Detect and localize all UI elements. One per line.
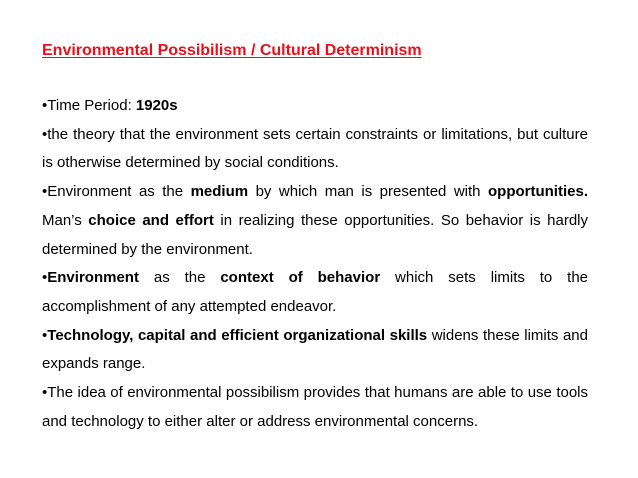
bullet-text-bold: context of behavior xyxy=(220,269,381,287)
bullet-text: The idea of environmental possibilism provides that humans are able to use tools and technology to either alter or address environmental concerns. xyxy=(42,384,588,430)
bullet-item-theory xyxy=(42,121,588,178)
bullet-text-bold: opportunities. xyxy=(488,183,588,201)
bullet-text: by which man is presented with xyxy=(248,183,488,201)
bullet-marker: • xyxy=(42,97,48,114)
bullet-text-bold: medium xyxy=(190,183,249,201)
bullet-item-technology xyxy=(42,322,588,379)
bullet-text: as the xyxy=(138,269,221,287)
bullet-marker: • xyxy=(42,326,48,344)
bullet-text: Man’s xyxy=(42,211,89,229)
bullet-list xyxy=(42,92,588,436)
bullet-text: the theory that the environment sets certain constraints or limitations, but culture is otherwise determined by social conditions. xyxy=(42,125,588,172)
bullet-text: in realizing these opportunities. So behavior is hardly determined by the environment. xyxy=(42,211,588,258)
bullet-marker: • xyxy=(42,125,48,143)
bullet-text-bold: 1920s xyxy=(135,97,178,114)
bullet-marker: • xyxy=(42,183,48,201)
bullet-item-time-period xyxy=(42,92,588,121)
bullet-marker: • xyxy=(42,269,48,287)
bullet-item-environment-context xyxy=(42,264,588,321)
slide-title: Environmental Possibilism / Cultural Determinism xyxy=(42,42,422,59)
bullet-item-possibilism-idea xyxy=(42,379,588,436)
bullet-text: which sets limits to the accomplishment of any attempted endeavor. xyxy=(42,269,589,315)
bullet-text-bold: Technology, capital and efficient organizational skills xyxy=(47,326,428,344)
bullet-item-environment-medium xyxy=(42,178,588,264)
bullet-text: Time Period: xyxy=(47,97,136,114)
bullet-marker: • xyxy=(42,384,48,402)
bullet-text: widens these limits and expands range. xyxy=(42,326,588,373)
bullet-text-bold: choice and effort xyxy=(88,211,214,229)
bullet-text: Environment as the xyxy=(47,183,191,201)
bullet-text-bold: Environment xyxy=(47,269,139,287)
